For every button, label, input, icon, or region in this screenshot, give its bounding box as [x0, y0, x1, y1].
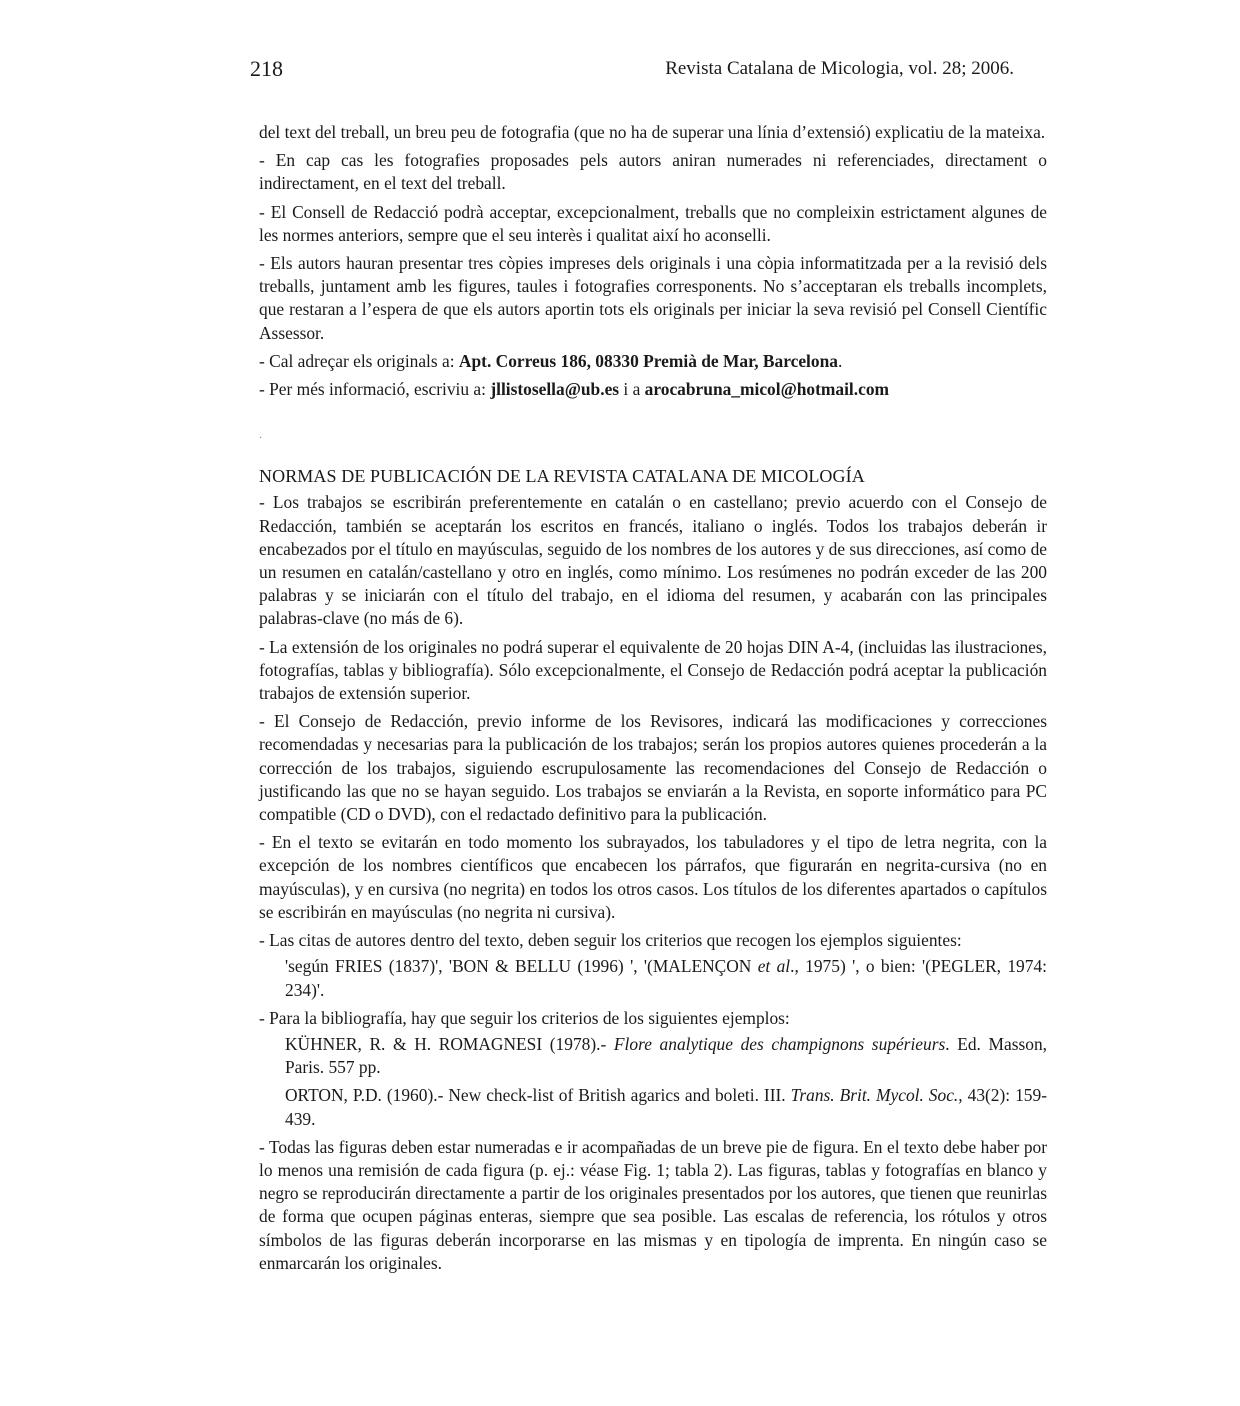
ref2-journal: Trans. Brit. Mycol. Soc., — [790, 1085, 963, 1106]
spanish-paragraph-6: - Para la bibliografía, hay que seguir los criterios de los siguientes ejemplos: — [259, 1007, 790, 1028]
page-body — [259, 121, 1047, 1280]
page-number: 218 — [250, 56, 283, 81]
citation-etal: et al — [757, 956, 791, 977]
ref1-authors: KÜHNER, R. & H. ROMAGNESI (1978).- — [285, 1033, 614, 1054]
spanish-paragraph-1: - Los trabajos se escribirán preferentemente en catalán o en castellano; previo acuerdo con el Consejo de Redacción, también se aceptarán los escritos en francés, italiano o inglés. Todos los trabajos deberán ir encabezados por el título en mayúsculas, seguido de los nombres de los autores y de sus direcciones, así como de un resumen en catalán/castellano y otro en inglés, como mínimo. Los resúmenes no podrán exceder de las 200 palabras y se iniciarán con el título del trabajo, en el idioma del resumen, y acabarán con las principales palabras-clave (no más de 6). — [259, 492, 1047, 629]
contact-prefix: - Per més informació, escriviu a: — [259, 379, 491, 400]
address-suffix: . — [837, 350, 843, 371]
spanish-paragraph-7: - Todas las figuras deben estar numeradas e ir acompañadas de un breve pie de figura. En el texto debe haber por lo menos una remisión de cada figura (p. ej.: véase Fig. 1; tabla 2). Las figuras, tablas y fotografías en blanco y negro se reproducirán directamente a partir de los originales presentados por los autores, que tienen que reunirlas de forma que ocupen páginas enteras, siempre que sea posible. Las escalas de referencia, los rótulos y otros símbolos de las figuras deberán incorporarse en las mismas y en tipología de imprenta. En ningún caso se enmarcarán los originales. — [259, 1136, 1047, 1273]
address-prefix: - Cal adreçar els originals a: — [259, 350, 459, 371]
section-title: NORMAS DE PUBLICACIÓN DE LA REVISTA CATALANA DE MICOLOGÍA — [259, 466, 865, 487]
catalan-paragraph-3: - El Consell de Redacció podrà acceptar, excepcionalment, treballs que no compleixin estrictament algunes de les normes anteriors, sempre que el seu interès i qualitat així ho aconselli. — [259, 201, 1047, 245]
stray-mark: · — [259, 433, 263, 445]
citation-text-a: 'según FRIES (1837)', 'BON & BELLU (1996) ', '(MALENÇON — [285, 956, 758, 977]
postal-address: Apt. Correus 186, 08330 Premià de Mar, Barcelona — [458, 350, 838, 371]
reference-example-1 — [259, 1033, 1047, 1079]
spanish-paragraph-4: - En el texto se evitarán en todo momento los subrayados, los tabuladores y el tipo de letra negrita, con la excepción de los nombres científicos que encabecen los párrafos, que figurarán en negrita-cursiva (no en mayúsculas), y en cursiva (no negrita) en todos los otros casos. Los títulos de los diferentes apartados o capítulos se escribirán en mayúsculas (no negrita ni cursiva). — [259, 832, 1047, 922]
email-address-2: arocabruna_micol@hotmail.com — [644, 379, 889, 400]
email-address-1: jllistosella@ub.es — [490, 379, 620, 400]
citation-examples — [259, 955, 1047, 1001]
catalan-contact-line — [259, 378, 1047, 401]
ref1-rest: . Ed. Masson, Paris. 557 pp. — [285, 1033, 1047, 1078]
page-header — [250, 56, 1014, 88]
contact-mid: i a — [619, 379, 645, 400]
catalan-paragraph-2: - En cap cas les fotografies proposades pels autors aniran numerades ni referenciades, directament o indirectament, en el text del treball. — [259, 150, 1047, 194]
ref1-title: Flore analytique des champignons supérieurs — [613, 1033, 946, 1054]
reference-example-2 — [259, 1084, 1047, 1130]
spanish-paragraph-5: - Las citas de autores dentro del texto, deben seguir los criterios que recogen los ejemplos siguientes: — [259, 930, 962, 951]
catalan-address-line — [259, 350, 1047, 373]
running-header: Revista Catalana de Micologia, vol. 28; 2006. — [665, 58, 1014, 79]
catalan-paragraph-1: del text del treball, un breu peu de fotografia (que no ha de superar una línia d’extensió) explicatiu de la mateixa. — [259, 122, 1046, 142]
spanish-paragraph-2: - La extensión de los originales no podrá superar el equivalente de 20 hojas DIN A-4, (incluidas las ilustraciones, fotografías, tablas y bibliografía). Sólo excepcionalmente, el Consejo de Redacción podrá aceptar la publicación trabajos de extensión superior. — [259, 636, 1047, 704]
section-gap — [259, 406, 1047, 459]
ref2-authors: ORTON, P.D. (1960).- New check-list of British agarics and boleti. III. — [285, 1085, 791, 1106]
catalan-paragraph-4: - Els autors hauran presentar tres còpies impreses dels originals i una còpia informatitzada per a la revisió dels treballs, juntament amb les figures, taules i fotografies corresponents. No s’acceptaran els treballs incomplets, que restaran a l’espera de que els autors aportin tots els originals per iniciar la seva revisió pel Consell Científic Assessor. — [259, 253, 1047, 343]
citation-text-b: ., 1975) ', o bien: '(PEGLER, 1974: 234)'. — [285, 956, 1047, 1000]
ref2-rest: 43(2): 159-439. — [285, 1085, 1047, 1129]
spanish-paragraph-3: - El Consejo de Redacción, previo informe de los Revisores, indicará las modificaciones y correcciones recomendadas y necesarias para la publicación de los trabajos; serán los propios autores quienes procederán a la corrección de los trabajos, siguiendo escrupulosamente las recomendaciones del Consejo de Redacción o justificando las que no se hayan seguido. Los trabajos se enviarán a la Revista, en soporte informático para PC compatible (CD o DVD), con el redactado definitivo para la publicación. — [259, 711, 1047, 825]
